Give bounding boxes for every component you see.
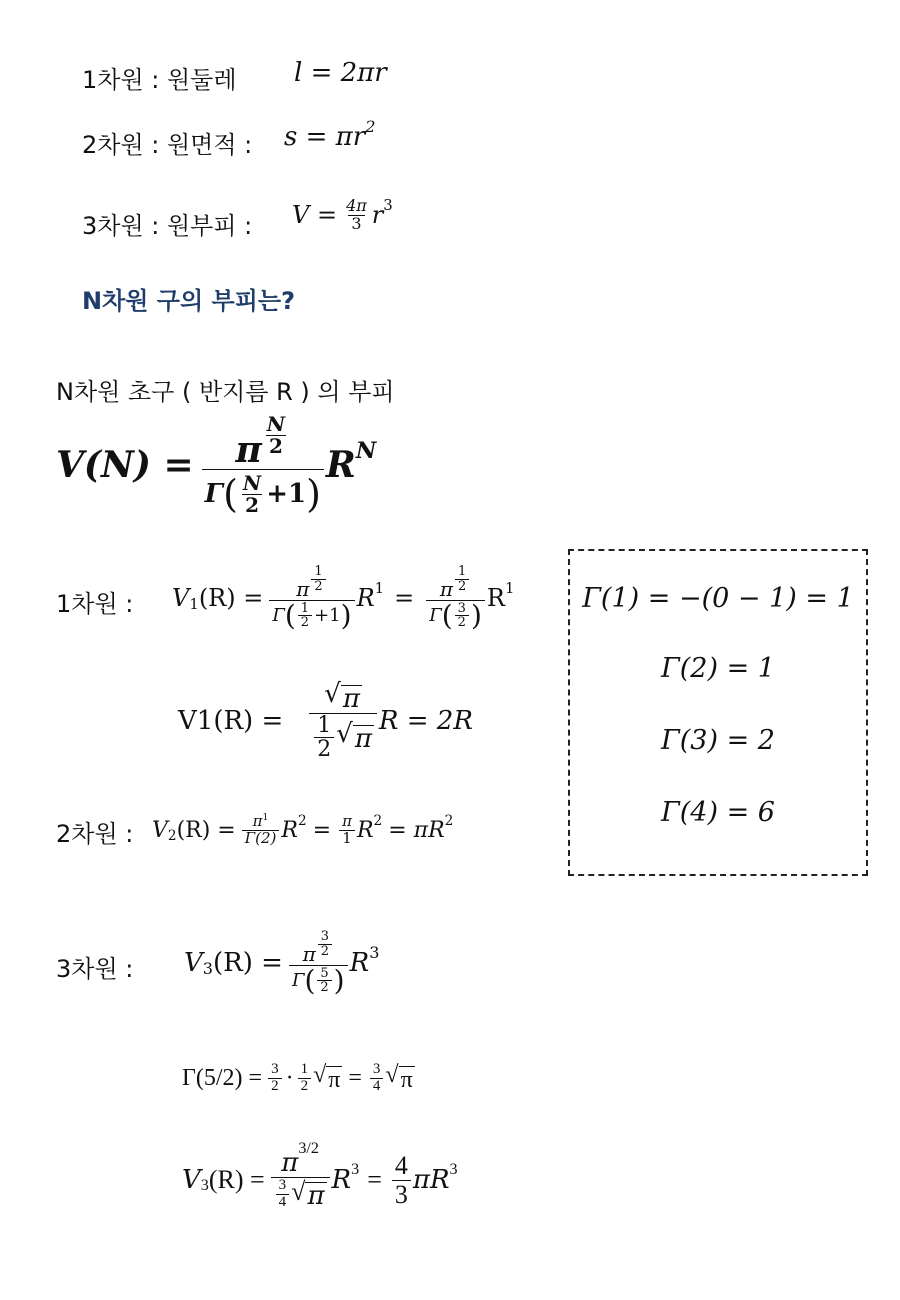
main-den-plus: +1 <box>266 479 307 510</box>
dim2-den1: Γ(2) <box>242 830 280 847</box>
v1-numerator: √ π <box>324 678 360 714</box>
question-heading: N차원 구의 부피는? <box>82 287 296 315</box>
dim1-pi: π <box>296 577 310 602</box>
v1-half-n: 1 <box>317 713 332 739</box>
dim1-g-n: 1 <box>300 600 310 616</box>
dim1-exp-frac <box>311 565 325 593</box>
v1-simplified-formula <box>178 676 473 766</box>
main-exp-d: 2 <box>266 435 286 457</box>
main-den-d: 2 <box>242 494 262 516</box>
dim1-exp-n: 1 <box>314 564 323 580</box>
dim1-exp-d: 2 <box>311 579 325 594</box>
v3f-f-n: 4 <box>394 1151 408 1181</box>
dim3-label: 3차원 : 원부피 : <box>82 212 253 240</box>
dim1-gamma-frac2 <box>455 602 469 630</box>
hypersphere-caption: N차원 초구 ( 반지름 R ) 의 부피 <box>56 378 395 406</box>
dim2-v-arg: (R) = <box>176 817 236 843</box>
main-formula-numerator <box>232 411 293 471</box>
main-r: R <box>325 444 356 486</box>
main-num-exponent <box>264 411 288 458</box>
v3f-den-d: 4 <box>276 1194 290 1211</box>
v3f-eq: = <box>367 1165 382 1194</box>
v1-num-pi: π <box>342 683 360 714</box>
v1-rhs: R = 2R <box>378 706 473 736</box>
dim2-section-label: 2차원 : <box>56 820 134 848</box>
v3f-pi-exp: 3/2 <box>298 1140 319 1158</box>
v3f-pi: π <box>281 1148 299 1179</box>
gamma-line: Γ(4) = 6 <box>661 797 775 828</box>
gamma-line: Γ(1) = −(0 − 1) = 1 <box>582 583 854 614</box>
dim1-circumference-formula: l = 2πr <box>294 58 387 88</box>
dim2-area-formula: s = πr $^2$ <box>284 117 376 152</box>
dim1-exp-frac2 <box>455 565 469 593</box>
dim1-exp-n2: 1 <box>457 564 467 580</box>
dim1-fraction <box>269 564 354 633</box>
v3f-r: R <box>331 1165 352 1195</box>
main-den-gamma: Γ <box>204 479 224 510</box>
dim2-fraction2 <box>339 811 355 847</box>
g52-lhs: Γ(5/2) = <box>182 1064 263 1091</box>
dim1-gamma-frac <box>298 602 312 630</box>
g52-eq: = <box>348 1064 362 1091</box>
dim3-fraction-den: 3 <box>348 215 364 233</box>
g52-frac1 <box>268 1062 282 1095</box>
g52-frac2 <box>298 1062 312 1095</box>
dim1-gamma2: Γ <box>429 604 442 626</box>
dim1-exp-d2: 2 <box>455 579 469 594</box>
main-formula-lhs: V(N) = <box>56 444 194 486</box>
dim1-numerator2 <box>437 565 474 600</box>
g52-f1n: 3 <box>271 1060 279 1077</box>
dim3-r: r <box>371 201 384 230</box>
dim3-volume-formula-n: V $_3$ (R) = π $\frac{3}{2}$ Γ ( $\frac{5}{2}$ ) R $^3$ <box>184 929 380 998</box>
gamma-values-box <box>568 549 868 876</box>
main-num-pi: π <box>235 428 262 471</box>
v3f-arg: (R) = <box>208 1165 265 1194</box>
dim1-fraction2 <box>426 564 485 633</box>
dim2-v: V <box>152 817 168 843</box>
dim3-v: V <box>184 948 203 978</box>
dim3-gamma-frac <box>317 967 331 995</box>
dim2-num2: π <box>342 811 352 830</box>
dim3-v-arg: (R) = <box>213 948 283 978</box>
dim1-eq2: = <box>394 584 415 612</box>
dim1-r: R <box>356 584 375 612</box>
v1-half <box>314 714 334 761</box>
dim3-numerator <box>300 930 337 965</box>
dim3-g-d: 2 <box>317 980 331 995</box>
dim1-plus: +1 <box>314 604 341 626</box>
g52-frac3 <box>370 1062 384 1095</box>
v1-fraction <box>309 678 377 763</box>
dim2-r2: R <box>356 817 374 843</box>
v3f-den-frac <box>276 1178 290 1211</box>
dim1-v-arg: (R) = <box>198 584 264 612</box>
main-den-fraction <box>240 473 264 516</box>
dim1-r2: R <box>486 584 505 612</box>
g52-f1d: 2 <box>268 1078 282 1095</box>
dim2-r1: R <box>281 817 298 843</box>
dim1-denominator: Γ ( $\frac{1}{2}$ +1 ) <box>269 600 354 630</box>
dim2-num1: π <box>252 811 263 830</box>
v3-final-formula: V $_3$ (R) = $\pi^{3/2}$ $\frac{3}{4}$ √ π R $^3$ = $\frac{4}{3}$ πR $^3$ <box>182 1140 458 1212</box>
g52-f2d: 2 <box>298 1078 312 1095</box>
dim2-label: 2차원 : 원면적 : <box>82 131 253 159</box>
dim3-fraction <box>289 929 348 998</box>
dim3-pi: π <box>302 942 316 967</box>
v3f-tail: πR <box>412 1165 450 1195</box>
dim2-den2: 1 <box>339 830 355 847</box>
v3f-den-n: 3 <box>278 1177 287 1194</box>
dim1-section-label: 1차원 : <box>56 590 134 618</box>
g52-f3n: 3 <box>372 1060 381 1077</box>
g52-dot: · <box>285 1064 294 1091</box>
dim3-g-n: 5 <box>320 965 329 981</box>
v1-half-d: 2 <box>314 737 334 761</box>
v3f-four-thirds <box>392 1152 411 1208</box>
dim3-exp-d: 2 <box>318 944 332 959</box>
gamma-line: Γ(2) = 1 <box>661 653 775 684</box>
dim2-eq: = <box>312 817 332 843</box>
dim2-area-lhs: s = πr <box>284 122 366 152</box>
main-formula-fraction <box>202 411 324 518</box>
v1-denominator: $\frac{1}{2}$ √ π <box>309 713 377 761</box>
dim1-numerator <box>293 565 330 600</box>
dim3-volume-lhs: V = <box>292 201 338 230</box>
dim2-num1-exp: 1 <box>262 811 269 823</box>
dim3-exp-n: 3 <box>320 929 329 945</box>
g52-sqrt2: π <box>400 1067 413 1093</box>
dim1-label: 1차원 : 원둘레 <box>82 66 237 94</box>
dim1-v: V <box>172 584 190 612</box>
main-exp-n: N <box>266 411 286 436</box>
v1-den-pi: π <box>354 724 372 755</box>
gamma-line: Γ(3) = 2 <box>661 725 775 756</box>
dim3-gamma: Γ <box>291 969 305 991</box>
dim3-denominator: Γ ( $\frac{5}{2}$ ) <box>289 965 348 995</box>
dim1-g2-n: 3 <box>457 600 466 616</box>
g52-f3d: 4 <box>370 1078 384 1095</box>
dim3-r: R <box>349 948 370 978</box>
gamma-five-halves-formula: Γ(5/2) = $\frac{3}{2}$ · $\frac{1}{2}$ √ π = $\frac{3}{4}$ √ π <box>182 1060 413 1094</box>
main-volume-formula: V(N) = π $\frac{N}{2}$ Γ ( $\frac{N}{2}$ +1 ) R $^N$ <box>56 411 377 518</box>
v3f-fraction: $\pi^{3/2}$ $\frac{3}{4}$ √ π <box>271 1149 330 1211</box>
g52-f2n: 1 <box>300 1060 309 1077</box>
g52-sqrt: π <box>328 1067 341 1093</box>
dim3-fraction-num: 4π <box>346 196 367 215</box>
dim1-pi2: π <box>439 577 453 602</box>
v3f-den-pi: π <box>307 1181 325 1212</box>
dim3-exp-frac <box>318 930 332 958</box>
main-den-n: N <box>242 471 262 496</box>
v1-lhs: V1(R) = <box>178 706 284 736</box>
dim3-section-label: 3차원 : <box>56 955 134 983</box>
v3f-v: V <box>182 1165 201 1195</box>
dim1-denominator2: Γ ( $\frac{3}{2}$ ) <box>426 600 485 630</box>
dim3-volume-formula: V = $\frac{4\pi}{3}$ r $^3$ <box>292 196 393 233</box>
v3f-f-d: 3 <box>392 1180 411 1208</box>
dim2-volume-formula: V $_2$ (R) = $\frac{\pi^1}{\Gamma(2)}$ R $^2$ = $\frac{\pi}{1}$ R $^2$ = πR $^2$ <box>152 811 454 847</box>
dim3-fraction <box>343 198 370 233</box>
dim1-g2-d: 2 <box>455 615 469 630</box>
dim1-gamma: Γ <box>272 604 285 626</box>
dim1-volume-formula: V $_1$ (R) = π $\frac{1}{2}$ Γ ( $\frac{1}{2}$ +1 ) R $^1$ = π $\frac{1}{2}$ Γ ( $\frac{3}{2}$ ) R $^1$ <box>172 564 515 633</box>
dim2-eq3: = πR <box>388 817 445 843</box>
dim1-g-d: 2 <box>298 615 312 630</box>
main-formula-denominator: Γ ( $\frac{N}{2}$ +1 ) <box>202 469 324 516</box>
dim2-fraction1 <box>242 811 280 847</box>
